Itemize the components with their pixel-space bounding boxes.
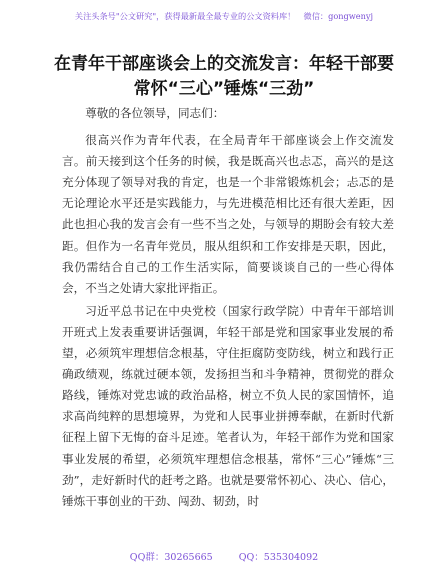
document-title-line-2: 常怀“三心”锤炼“三劲” [133,79,315,99]
paragraph-2: 习近平总书记在中央党校（国家行政学院）中青年干部培训开班式上发表重要讲话强调，年轻干部是党和国家事业发展的希望，必须筑牢理想信念根基，守住拒腐防变防线，树立和践行正确政绩观，练就过硬本领，发扬担当和斗争精神，贯彻党的群众路线，锤炼对党忠诚的政治品格，树立不负人民的家国情怀，追求高尚纯粹的思想境界，为党和人民事业拼搏奉献，在新时代新征程上留下无悔的奋斗足迹。笔者认为，年轻干部作为党和国家事业发展的希望，必须筑牢理想信念根基，常怀“三心”锤炼“三劲”，走好新时代的赶考之路。也就是要常怀初心、决心、信心，锤炼干事创业的干劲、闯劲、韧劲，时 [62,303,394,508]
document-title [30,52,418,102]
header-banner [0,10,448,22]
document-body [62,103,394,514]
paragraph-1: 很高兴作为青年代表，在全局青年干部座谈会上作交流发言。前天接到这个任务的时候，我是既高兴也忐忑，高兴的是这充分体现了领导对我的肯定，也是一个非常锻炼机会；忐忑的是无论理论水平还是实践能力，与先进模范相比还有很大差距，因此也担心我的发言会有一些不当之处，与领导的期盼会有较大差距。但作为一名青年党员，服从组织和工作安排是天职，因此，我仍需结合自己的工作生活实际，简要谈谈自己的一些心得体会，不当之处请大家批评指正。 [62,133,394,295]
footer-contact [0,551,448,565]
footer-qq-group: QQ群：30265665 [129,552,213,563]
footer-qq: QQ：535304092 [238,552,319,563]
document-title-line-1: 在青年干部座谈会上的交流发言：年轻干部要 [54,54,394,74]
header-banner-text: 关注头条号"公文研究"，获得最新最全最专业的公文资料库！ 微信：gongwenyj [74,11,374,21]
salutation: 尊敬的各位领导，同志们： [85,106,225,120]
